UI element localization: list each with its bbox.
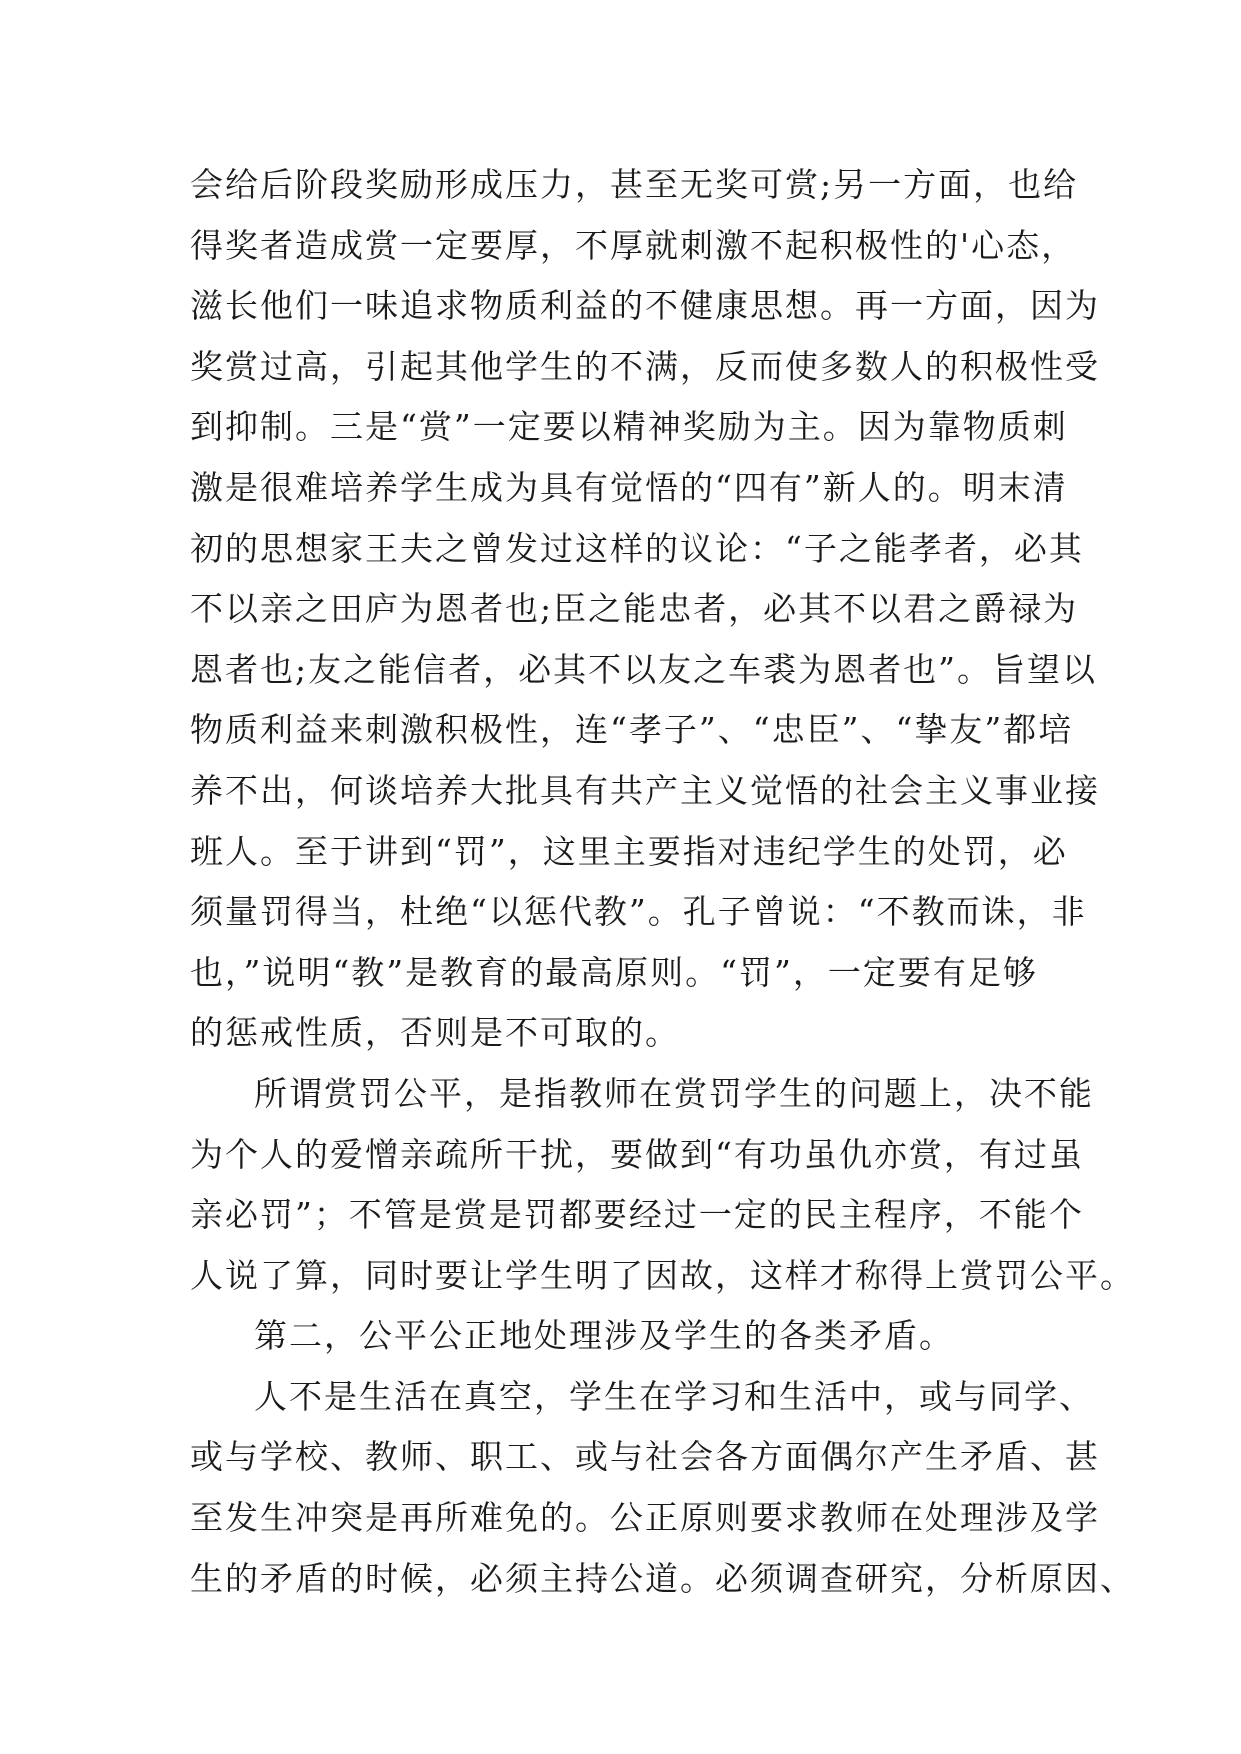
text-line: 滋长他们一味追求物质利益的不健康思想。再一方面，因为 [190,286,1100,326]
text-line: 奖赏过高，引起其他学生的不满，反而使多数人的积极性受 [190,346,1100,386]
text-line: 或与学校、教师、职工、或与社会各方面偶尔产生矛盾、甚 [190,1437,1100,1477]
text-line: 也，”说明“教”是教育的最高原则。“罚”，一定要有足够 [190,952,1038,992]
text-line: 的惩戒性质，否则是不可取的。 [190,1013,680,1053]
text-line: 物质利益来刺激积极性，连“孝子”、“忠臣”、“挚友”都培 [190,710,1074,750]
text-line: 不以亲之田庐为恩者也;臣之能忠者，必其不以君之爵禄为 [190,589,1079,629]
text-line: 人说了算，同时要让学生明了因故，这样才称得上赏罚公平。 [190,1255,1135,1295]
text-line: 得奖者造成赏一定要厚，不厚就刺激不起积极性的'心态， [190,225,1077,265]
text-line: 激是很难培养学生成为具有觉悟的“四有”新人的。明末清 [190,467,1068,507]
text-line: 初的思想家王夫之曾发过这样的议论：“子之能孝者，必其 [190,528,1084,568]
text-line: 人不是生活在真空，学生在学习和生活中，或与同学、 [254,1376,1094,1416]
text-line: 班人。至于讲到“罚”，这里主要指对违纪学生的处罚，必 [190,831,1068,871]
text-line: 会给后阶段奖励形成压力，甚至无奖可赏;另一方面，也给 [190,165,1079,204]
text-line: 第二，公平公正地处理涉及学生的各类矛盾。 [254,1316,954,1356]
body-text [190,155,1135,1609]
text-line: 至发生冲突是再所难免的。公正原则要求教师在处理涉及学 [190,1498,1100,1538]
text-line: 养不出，何谈培养大批具有共产主义觉悟的社会主义事业接 [190,770,1100,810]
text-line: 到抑制。三是“赏”一定要以精神奖励为主。因为靠物质刺 [190,407,1068,447]
text-line: 为个人的爱憎亲疏所干扰，要做到“有功虽仇亦赏，有过虽 [190,1134,1084,1174]
text-line: 生的矛盾的时候，必须主持公道。必须调查研究，分析原因、 [190,1558,1135,1598]
text-line: 须量罚得当，杜绝“以惩代教”。孔子曾说：“不教而诛，非 [190,892,1087,932]
text-line: 亲必罚”；不管是赏是罚都要经过一定的民主程序，不能个 [190,1195,1084,1235]
text-line: 所谓赏罚公平，是指教师在赏罚学生的问题上，决不能 [254,1073,1094,1113]
text-line: 恩者也;友之能信者，必其不以友之车裘为恩者也”。旨望以 [190,649,1097,689]
